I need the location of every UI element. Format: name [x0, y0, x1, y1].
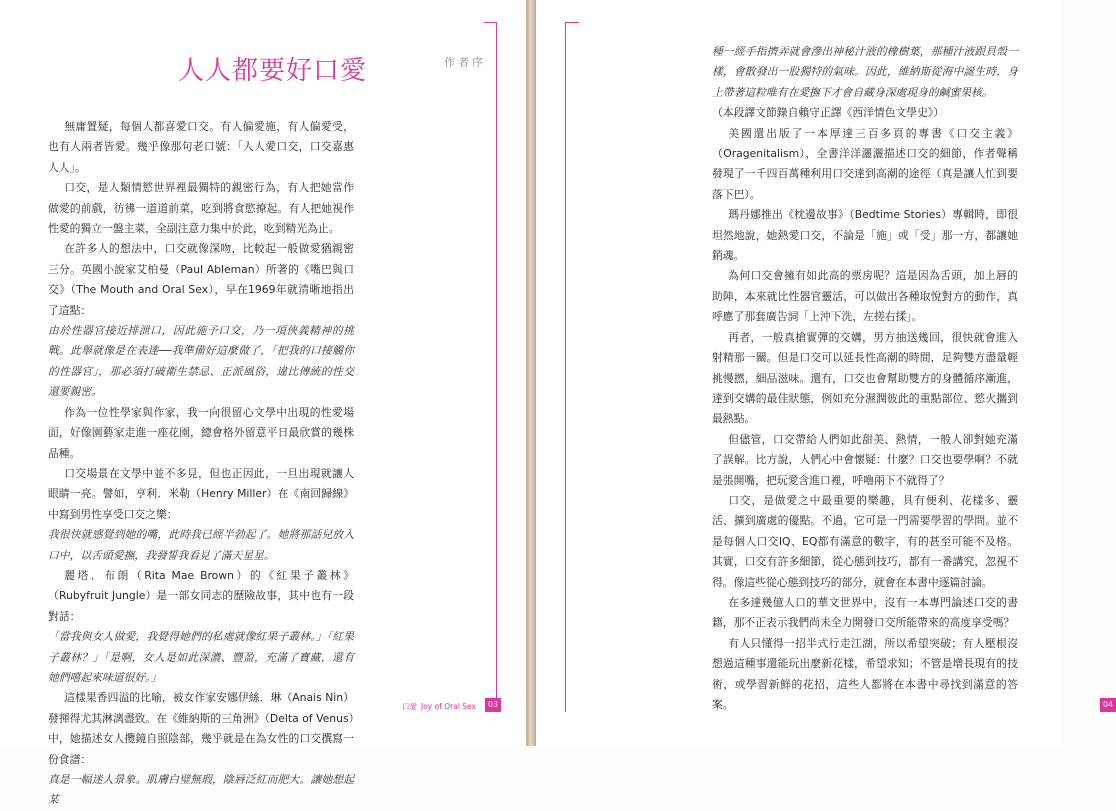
page-number: 03 — [485, 698, 501, 712]
book-spine — [526, 0, 536, 746]
body-paragraph: 口交，是做愛之中最重要的樂趣，具有便利、花樣多、靈活、擴到廣處的優點。不過，它可是一門需要學習的學問。並不是每個人口交IQ、EQ都有滿意的數字，有的甚至可能不及格。其實，口交有許多細節，從心態到技巧，都有一番講究，忽視不得。像這些從心態到技巧的部分，就會在本書中逐篇討論。 — [712, 493, 1018, 589]
body-paragraph: 美國還出版了一本厚達三百多頁的專書《口交主義》（Oragenitalism），全書洋洋灑灑描述口交的細節，作者聲稱發現了一千四百萬種利用口交達到高潮的途徑（真是讓人忙到要落下巴）。 — [712, 126, 1018, 201]
page-title: 人人都要好口愛 — [178, 56, 368, 86]
body-paragraph: 口交，是人類情慾世界裡最獨特的親密行為，有人把她當作做愛的前戲，彷彿一道道前菜，吃到將食慾撩起。有人把她視作性愛的獨立一盤主菜，全副注意力集中於此，吃到精光為止。 — [48, 181, 354, 236]
left-body-text — [48, 117, 354, 811]
body-paragraph: 作為一位性學家與作家，我一向很留心文學中出現的性愛場面，好像園藝家走進一座花園，總會格外留意平日最欣賞的幾株品種。 — [48, 405, 354, 460]
quoted-passage: 種一經手指擠弄就會滲出神秘汁液的橡樹葉，那種汁液跟貝殼一樣，會散發出一股獨特的氣味。因此，維納斯從海中誕生時，身上帶著這粒唯有在愛撫下才會自藏身深處現身的鹹蜜果核。 — [712, 45, 1018, 99]
quoted-passage: 「當我與女人做愛，我覺得她們的私處就像紅果子叢林。」「紅果子叢林？」「是啊，女人是如此深濃、豐盈，充滿了寶藏，還有她們嚐起來味道很好。」 — [48, 630, 354, 684]
body-paragraph: 瑪丹娜推出《枕邊故事》（Bedtime Stories）專輯時，即很坦然地說，她熱愛口交，不論是「施」或「受」那一方，都讓她銷魂。 — [712, 208, 1018, 263]
right-body-text — [712, 42, 1018, 715]
left-page — [0, 0, 526, 807]
footer-brand: Joy of Oral Sex — [421, 702, 476, 711]
page-number: 04 — [1100, 698, 1116, 712]
body-paragraph: 這樣果香四溢的比喻，被女作家安娜伊絲．琳（Anais Nin）發揮得尤其淋漓盡致。在《維納斯的三角洲》（Delta of Venus）中，她描述女人攬鏡自照陰部，幾乎就是在為女性的口交撰寫一份食譜： — [48, 691, 354, 766]
body-paragraph: 口交場景在文學中並不多見，但也正因此，一旦出現就讓人眼睛一亮。譬如，亨利．米勒（Henry Miller）在《南回歸線》中寫到男性享受口交之樂： — [48, 466, 354, 521]
body-paragraph: （本段譯文節錄自賴守正譯《西洋情色文學史》） — [712, 106, 945, 120]
body-paragraph: 無庸置疑，每個人都喜愛口交。有人偏愛施，有人偏愛受，也有人兩者皆愛。幾乎像那句老口號：「人人愛口交，口交嘉惠人人」。 — [48, 120, 354, 174]
section-label: 作者序 — [444, 56, 486, 69]
footer-book-title: 口愛 — [402, 702, 417, 711]
body-paragraph: 再者，一般真槍實彈的交媾，男方抽送幾回，很快就會進入射精那一關。但是口交可以延長性高潮的時間，足夠雙方盡量輕挑慢撚，細品滋味。還有，口交也會幫助雙方的身體循序漸進，達到交媾的最佳狀態，例如充分濕潤彼此的重點部位、慾火攜到最熱點。 — [712, 330, 1018, 426]
body-paragraph: 麗塔．布朗（Rita Mae Brown）的《紅果子叢林》（Rubyfruit Jungle）是一部女同志的歷險故事，其中也有一段對話： — [48, 568, 354, 623]
running-footer — [402, 701, 476, 712]
margin-rule-top — [565, 22, 579, 23]
quoted-passage: 由於性器官接近排泄口，因此施予口交，乃一項俠義精神的挑戰。此舉就像是在表達──我準備好這麼做了，「把我的口接觸你的性器官」，那必須打破衛生禁忌、正派風俗，違比傳統的性交還要親密。 — [48, 324, 354, 399]
body-paragraph: 在許多人的想法中，口交就像深吻，比較起一般做愛猶親密三分。英國小說家艾柏曼（Paul Ableman）所著的《嘴巴與口交》（The Mouth and Oral Sex），早在1969年就清晰地指出了這點： — [48, 242, 354, 317]
body-paragraph: 在多達幾億人口的華文世界中，沒有一本專門論述口交的書籍，那不正表示我們尚未全力開發口交所能帶來的高度享受嗎？ — [712, 595, 1018, 630]
body-paragraph: 有人只懂得一招半式行走江湖，所以希望突破；有人壓根沒想過這種事還能玩出麼新花樣，希望求知；不管是增長現有的技術，或學習新鮮的花招，這些人都將在本書中尋找到滿意的答案。 — [712, 636, 1018, 711]
quoted-passage: 我很快就感覺到她的嘴，此時我已經半勃起了。她將那話兒放入口中，以舌頭愛撫，我發誓我看見了滿天星星。 — [48, 528, 354, 562]
quoted-passage: 真是一幅迷人景象。肌膚白璧無瑕，陰唇泛紅而肥大。讓她想起某 — [48, 773, 354, 807]
body-paragraph: 為何口交會擁有如此高的票房呢？這是因為舌頭，加上唇的助陣，本來就比性器官靈活，可以做出各種取悅對方的動作，真呼應了那套廣告詞「上沖下洗，左搓右揉」。 — [712, 269, 1018, 324]
body-paragraph: 但儘管，口交帶給人們如此甜美、熱情，一般人卻對她充滿了誤解。比方說，人們心中會懷疑：什麼？口交也要學啊？不就是張開嘴，把玩愛含進口裡，呼嚕兩下不就得了？ — [712, 432, 1018, 487]
margin-rule-top — [484, 22, 496, 23]
margin-rule — [496, 22, 497, 712]
margin-rule — [565, 22, 566, 712]
